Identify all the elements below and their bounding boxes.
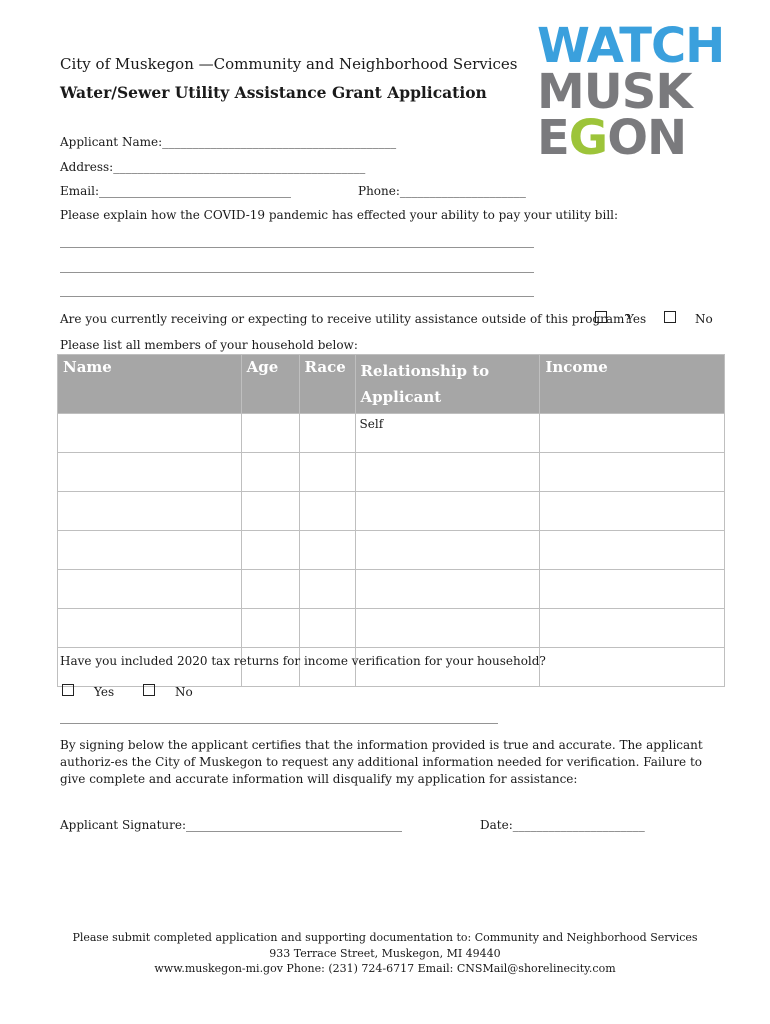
tax-yes-checkbox[interactable]: [62, 684, 74, 698]
date-field[interactable]: Date:______________________: [480, 818, 645, 832]
column-income: Income: [540, 355, 725, 414]
table-row: [58, 492, 725, 531]
household-intro: Please list all members of your household below:: [60, 338, 358, 352]
cell-name[interactable]: [58, 609, 242, 648]
footer-address: 933 Terrace Street, Muskegon, MI 49440: [269, 947, 501, 960]
cell-income[interactable]: [540, 609, 725, 648]
certification-text: By signing below the applicant certifies that the information provided is true and accurate. The applicant authoriz-es the City of Muskegon to request any additional information needed for verification. Failure to give complete and accurate information will disqualify my application for assistance:: [60, 738, 703, 786]
cell-relationship[interactable]: [355, 570, 540, 609]
address-field[interactable]: Address:__________________________________________: [60, 160, 366, 174]
household-table: [57, 354, 725, 687]
table-row: [58, 414, 725, 453]
phone-field[interactable]: Phone:_____________________: [358, 184, 526, 198]
covid-answer-line-1[interactable]: _______________________________________________________________________________: [60, 234, 534, 248]
cell-name[interactable]: [58, 453, 242, 492]
cell-name[interactable]: [58, 531, 242, 570]
assistance-question: Are you currently receiving or expecting to receive utility assistance outside of this program?: [60, 312, 631, 326]
cell-age[interactable]: [241, 492, 299, 531]
cell-race[interactable]: [299, 492, 355, 531]
assistance-no-label: No: [695, 312, 713, 326]
table-row: [58, 609, 725, 648]
column-race: Race: [299, 355, 355, 414]
logo-line-watch: WATCH: [537, 18, 725, 74]
logo-line-egon: EGON: [537, 110, 687, 166]
tax-no-label: No: [175, 685, 193, 699]
cell-relationship[interactable]: Self: [355, 414, 540, 453]
assistance-yes-label: Yes: [626, 312, 647, 326]
cell-age[interactable]: [241, 531, 299, 570]
applicant-signature-field[interactable]: Applicant Signature:____________________________________: [60, 818, 402, 832]
tax-question: Have you included 2020 tax returns for income verification for your household?: [60, 654, 546, 668]
cell-relationship[interactable]: [355, 492, 540, 531]
cell-income[interactable]: [540, 414, 725, 453]
cell-name[interactable]: [58, 492, 242, 531]
organization-name: City of Muskegon —Community and Neighborhood Services: [60, 55, 518, 73]
applicant-name-field[interactable]: Applicant Name:_______________________________________: [60, 135, 397, 149]
cell-income[interactable]: [540, 648, 725, 687]
cell-relationship[interactable]: [355, 453, 540, 492]
cell-age[interactable]: [241, 453, 299, 492]
tax-yes-label: Yes: [94, 685, 115, 699]
cell-income[interactable]: [540, 531, 725, 570]
column-age: Age: [241, 355, 299, 414]
covid-question: Please explain how the COVID-19 pandemic has effected your ability to pay your utility bill:: [60, 208, 619, 222]
column-name: Name: [58, 355, 242, 414]
cell-name[interactable]: [58, 570, 242, 609]
footer-submit-line: Please submit completed application and supporting documentation to: Community and Neighborhood Services: [72, 931, 698, 944]
cell-race[interactable]: [299, 531, 355, 570]
cell-race[interactable]: [299, 570, 355, 609]
cell-race[interactable]: [299, 414, 355, 453]
cell-name[interactable]: [58, 414, 242, 453]
logo-line-musk: MUSK: [537, 64, 692, 120]
tax-no-checkbox[interactable]: [143, 684, 155, 698]
household-header-row: [58, 355, 725, 414]
form-title: Water/Sewer Utility Assistance Grant Application: [60, 83, 487, 102]
watch-muskegon-logo: [537, 18, 727, 166]
assistance-no-checkbox[interactable]: [664, 311, 676, 325]
cell-relationship[interactable]: [355, 609, 540, 648]
cell-income[interactable]: [540, 570, 725, 609]
cell-income[interactable]: [540, 492, 725, 531]
table-row: [58, 531, 725, 570]
covid-answer-line-3[interactable]: _______________________________________________________________________________: [60, 283, 534, 297]
cell-age[interactable]: [241, 414, 299, 453]
section-divider: _________________________________________________________________________: [60, 710, 498, 724]
cell-age[interactable]: [241, 609, 299, 648]
cell-income[interactable]: [540, 453, 725, 492]
footer-contact: www.muskegon-mi.gov Phone: (231) 724-6717 Email: CNSMail@shorelinecity.com: [154, 962, 616, 975]
cell-age[interactable]: [241, 570, 299, 609]
cell-race[interactable]: [299, 453, 355, 492]
column-relationship: Relationship to Applicant: [355, 355, 540, 414]
cell-relationship[interactable]: [355, 531, 540, 570]
assistance-yes-checkbox[interactable]: [595, 311, 607, 325]
cell-race[interactable]: [299, 609, 355, 648]
email-field[interactable]: Email:________________________________: [60, 184, 292, 198]
covid-answer-line-2[interactable]: _______________________________________________________________________________: [60, 259, 534, 273]
table-row: [58, 453, 725, 492]
table-row: [58, 570, 725, 609]
